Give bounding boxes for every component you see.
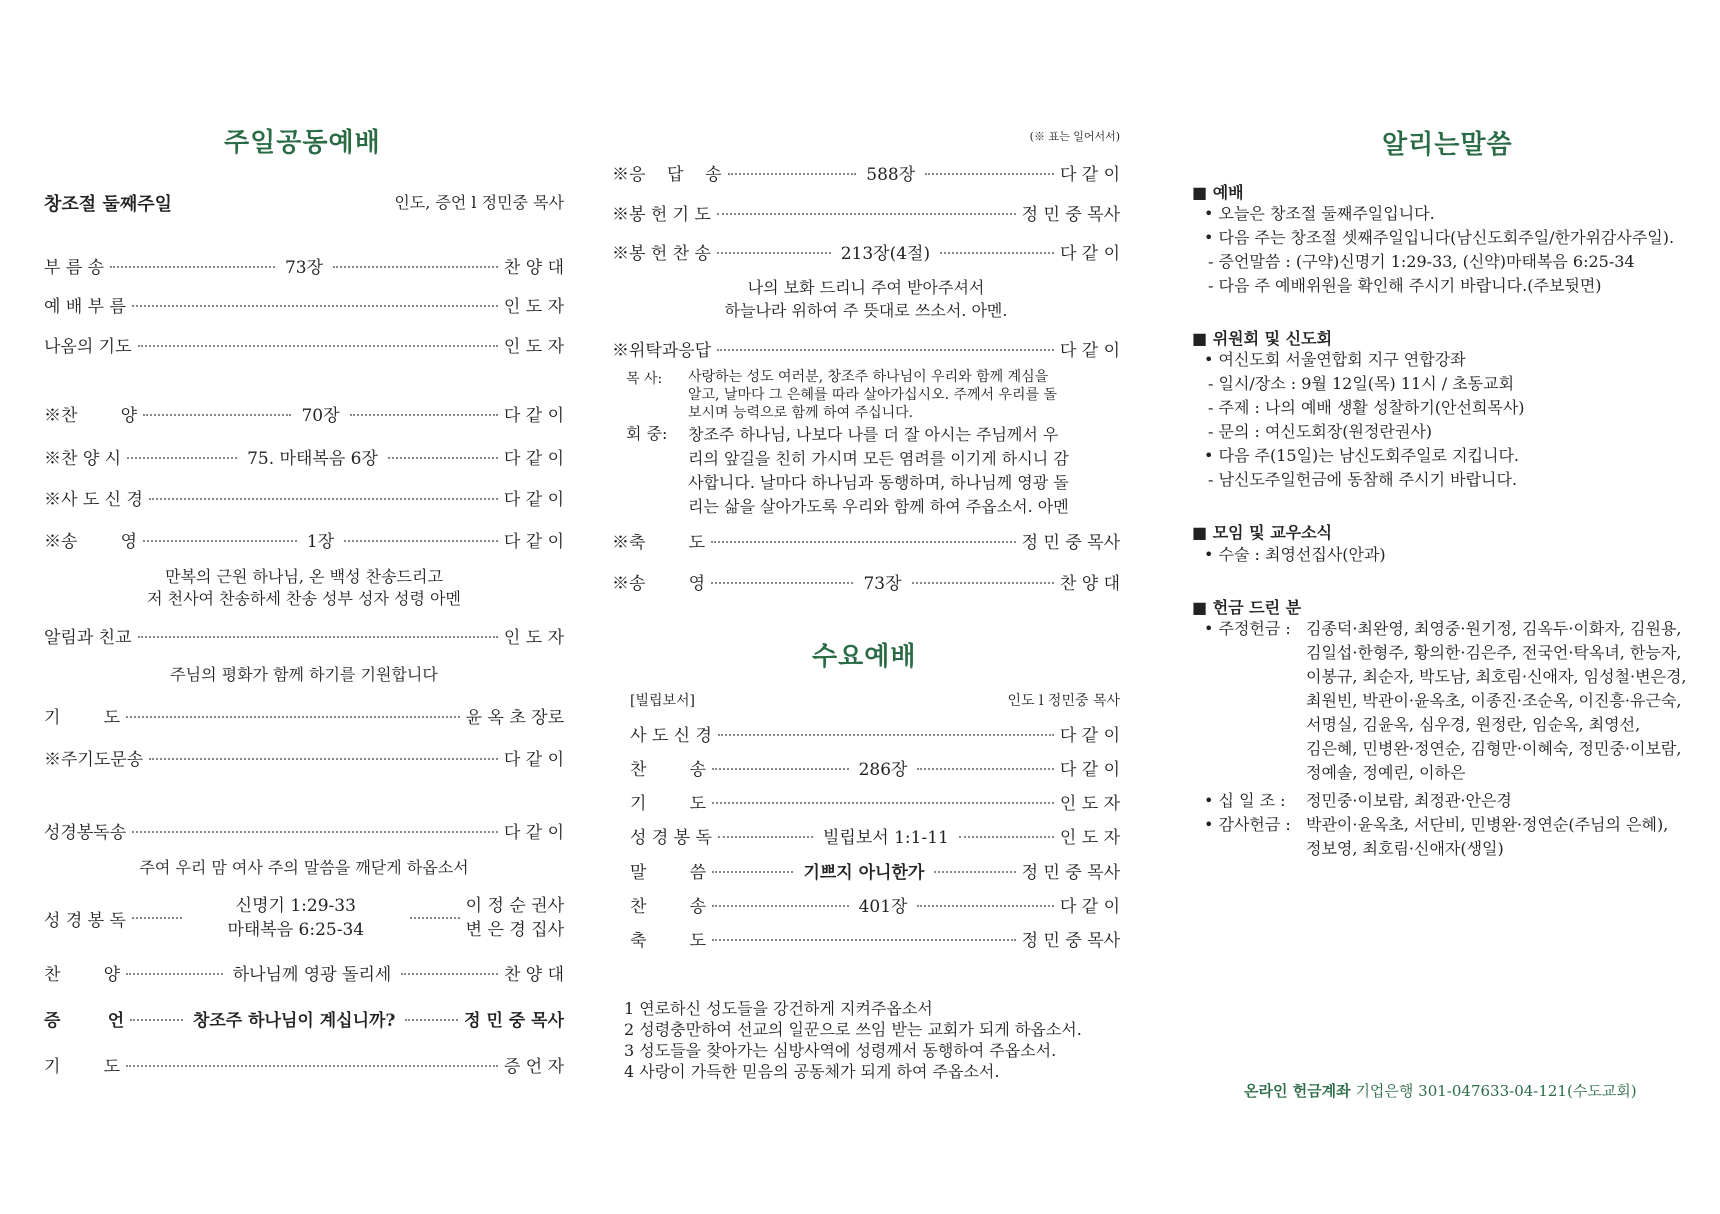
row-leader: 윤 옥 초 장로 [465, 707, 564, 728]
row-label: 증 언 [44, 1010, 125, 1031]
notice-subitem: - 일시/장소 : 9월 12일(목) 11시 / 초동교회 [1208, 374, 1515, 393]
order-row [44, 482, 564, 512]
order-row [44, 329, 564, 359]
row-leader: 다 같 이 [1059, 340, 1120, 361]
sunday-subtitle: 창조절 둘째주일 [44, 194, 172, 215]
row-label: 기 도 [44, 707, 121, 728]
prayer-item: 3 성도들을 찾아가는 심방사역에 성령께서 동행하여 주옵소서. [624, 1041, 1057, 1060]
offering-line: 하늘나라 위하여 주 뜻대로 쓰소서. 아멘. [724, 301, 1008, 320]
scripture-prayer: 주여 우리 맘 여사 주의 말씀을 깨닫게 하옵소서 [139, 858, 469, 877]
row-label: ※응 답 송 [612, 164, 722, 185]
announcements-title: 알리는말씀 [1382, 130, 1513, 160]
order-row [630, 718, 1120, 748]
order-row [44, 398, 564, 428]
row-leader: 다 같 이 [1059, 243, 1121, 264]
row-detail: 286장 [858, 759, 908, 780]
row-detail: 75. 마태복음 6장 [247, 448, 378, 469]
order-row [44, 1049, 564, 1079]
account-label: 온라인 헌금계좌 [1244, 1082, 1351, 1100]
row-leader: 인 도 자 [503, 336, 564, 357]
reading-texts: 신명기 1:29-33 마태복음 6:25-34 [227, 896, 365, 940]
cong-label: 회 중: [626, 424, 668, 443]
account-number: 기업은행 301-047633-04-121(수도교회) [1355, 1082, 1637, 1100]
row-leader: 다 같 이 [503, 531, 564, 552]
row-label: 성 경 봉 독 [44, 910, 126, 931]
thanks-names: 박관이·윤옥초, 서단비, 민병완·정연순(주님의 은혜), 정보영, 최호림·신애자(생일) [1306, 815, 1669, 858]
row-leader: 인 도 자 [1059, 827, 1120, 848]
peace-line: 주님의 평화가 함께 하기를 기원합니다 [170, 665, 438, 684]
row-label: 성 경 봉 독 [630, 827, 712, 848]
order-row [630, 820, 1120, 850]
notice-subitem: - 다음 주 예배위원을 확인해 주시기 바랍니다.(주보뒷면) [1208, 276, 1602, 295]
row-leader: 정 민 중 목사 [1021, 862, 1120, 883]
row-detail: 73장 [863, 573, 902, 594]
row-leader: 다 같 이 [503, 448, 564, 469]
row-detail: 70장 [301, 405, 340, 426]
prayer-item: 4 사랑이 가득한 믿음의 공동체가 되게 하여 주옵소서. [624, 1062, 1000, 1081]
offering-label: • 감사헌금 : [1204, 815, 1291, 834]
offering-label: • 주정헌금 : [1204, 619, 1291, 638]
row-leader: 다 같 이 [503, 822, 564, 843]
row-leader: 정 민 중 목사 [1021, 204, 1120, 225]
notice-subitem: - 문의 : 여신도회장(원정란권사) [1208, 422, 1433, 441]
sermon-title: 창조주 하나님이 계십니까? [192, 1010, 396, 1031]
row-detail: 1장 [306, 531, 335, 552]
row-label: ※축 도 [612, 532, 706, 553]
row-leader: 인 도 자 [1059, 793, 1120, 814]
row-label: 사 도 신 경 [630, 725, 712, 746]
order-row [44, 742, 564, 772]
row-label: ※찬 양 시 [44, 448, 122, 469]
order-row [612, 197, 1120, 227]
order-row [44, 1003, 564, 1033]
order-row [44, 441, 564, 471]
order-row [44, 815, 564, 845]
row-label: 찬 송 [630, 759, 707, 780]
weekly-offering-names: 김종덕·최완영, 최영중·원기정, 김옥두·이화자, 김원용, 김일섭·한형주, 황의한·김은주, 전국언·탁옥녀, 한능자, 이봉규, 최순자, 박도남, 최호림·신애자, 임성철·변은경, 최원빈, 박관이·윤옥초, 이종진·조순옥, 이진흥·유근숙, 서명실, 김윤옥, 심우경, 원정란, 임순옥, 최영선, 김은혜, 민병완·정연순, 김형만·이혜숙, 정민중·이보람, 정예솔, 정예린, 이하은 [1306, 619, 1687, 782]
row-leader: 인 도 자 [503, 627, 564, 648]
order-row [612, 333, 1120, 363]
order-row [612, 566, 1120, 596]
cong-text: 창조주 하나님, 나보다 나를 더 잘 아시는 주님께서 우 리의 앞길을 친히 가시며 모든 염려를 이기게 하시니 감 사합니다. 날마다 하나님과 동행하며, 하나님께 영광 돌 리는 삶을 살아가도록 우리와 함께 하여 주옵소서. 아멘 [688, 425, 1069, 516]
row-detail: 73장 [284, 257, 324, 278]
wednesday-title: 수요예배 [812, 642, 917, 672]
wednesday-leader: 인도 l 정민중 목사 [1007, 693, 1120, 709]
row-label: 찬 송 [630, 896, 707, 917]
wednesday-book: [빌립보서] [630, 693, 696, 709]
standing-note: (※ 표는 일어서서) [1029, 130, 1120, 143]
notice-item: • 다음 주(15일)는 남신도회주일로 지킵니다. [1204, 446, 1520, 465]
order-row [612, 157, 1120, 187]
row-detail: 401장 [858, 896, 908, 917]
tithe-names: 정민중·이보람, 최정관·안은경 [1306, 791, 1512, 810]
row-leader: 다 같 이 [503, 405, 564, 426]
row-leader: 다 같 이 [1059, 725, 1120, 746]
row-label: 성경봉독송 [44, 822, 127, 843]
order-row [630, 855, 1120, 885]
notice-item: • 오늘은 창조절 둘째주일입니다. [1204, 204, 1435, 223]
row-leader: 정 민 중 목사 [464, 1010, 564, 1031]
row-label: ※위탁과응답 [612, 340, 712, 361]
row-label: 예 배 부 름 [44, 296, 126, 317]
offering-label: • 십 일 조 : [1204, 791, 1286, 810]
notice-item: • 수술 : 최영선집사(안과) [1204, 545, 1386, 564]
row-detail: 빌립보서 1:1-11 [823, 827, 949, 848]
row-leader: 다 같 이 [503, 489, 564, 510]
row-leader: 증 언 자 [503, 1056, 564, 1077]
row-detail: 213장(4절) [840, 243, 931, 264]
offering-line: 나의 보화 드리니 주여 받아주셔서 [747, 278, 985, 297]
row-label: ※주기도문송 [44, 749, 144, 770]
reading-readers: 이 정 순 권사 변 은 경 집사 [465, 896, 564, 940]
row-label: 나옴의 기도 [44, 336, 132, 357]
sunday-leader: 인도, 증언 l 정민중 목사 [394, 193, 564, 212]
prayer-item: 2 성령충만하여 선교의 일꾼으로 쓰임 받는 교회가 되게 하옵소서. [624, 1020, 1082, 1039]
row-label: 축 도 [630, 930, 707, 951]
order-row [630, 786, 1120, 816]
notice-subitem: - 증언말씀 : (구약)신명기 1:29-33, (신약)마태복음 6:25-34 [1208, 252, 1635, 271]
order-row [630, 752, 1120, 782]
row-leader: 다 같 이 [503, 749, 564, 770]
section-worship-heading: ■ 예배 [1192, 183, 1244, 202]
prayer-list [624, 998, 1082, 1082]
row-label: 말 씀 [630, 862, 707, 883]
row-leader: 인 도 자 [503, 296, 564, 317]
row-leader: 다 같 이 [1059, 164, 1121, 185]
row-detail: 588장 [866, 164, 916, 185]
reading-row [44, 890, 564, 946]
row-detail: 하나님께 영광 돌리세 [232, 964, 392, 985]
order-row [44, 957, 564, 987]
notice-item: • 다음 주는 창조절 셋째주일입니다(남신도회주일/한가위감사주일). [1204, 228, 1675, 247]
pastor-label: 목 사: [626, 371, 663, 387]
row-label: ※봉 헌 찬 송 [612, 243, 711, 264]
doxology-line: 저 천사여 찬송하세 찬송 성부 성자 성령 아멘 [147, 589, 461, 608]
sunday-title: 주일공동예배 [224, 128, 381, 158]
sermon-title: 기쁘지 아니한가 [803, 862, 925, 883]
order-row [44, 700, 564, 730]
row-leader: 찬 양 대 [503, 964, 565, 985]
row-label: 알림과 친교 [44, 627, 132, 648]
notice-item: • 여신도회 서울연합회 지구 연합강좌 [1204, 350, 1466, 369]
pastor-text: 사랑하는 성도 여러분, 창조주 하나님이 우리와 함께 계심을 알고, 날마다 그 은혜를 따라 살아가십시오. 주께서 우리를 돌 보시며 능력으로 함께 하여 주십니다. [688, 369, 1058, 421]
order-row [44, 289, 564, 319]
order-row [612, 525, 1120, 555]
row-label: ※송 영 [44, 531, 138, 552]
row-label: 기 도 [44, 1056, 121, 1077]
order-row [612, 236, 1120, 266]
order-row [630, 889, 1120, 919]
row-leader: 찬 양 대 [503, 257, 564, 278]
row-leader: 정 민 중 목사 [1021, 532, 1120, 553]
doxology-line: 만복의 근원 하나님, 온 백성 찬송드리고 [165, 567, 443, 586]
order-row [44, 250, 564, 280]
row-label: ※봉 헌 기 도 [612, 204, 711, 225]
row-leader: 다 같 이 [1059, 896, 1120, 917]
row-label: 부 름 송 [44, 257, 105, 278]
online-account [1244, 1080, 1637, 1101]
section-committee-heading: ■ 위원회 및 신도회 [1192, 329, 1333, 348]
section-news-heading: ■ 모임 및 교우소식 [1192, 523, 1333, 542]
order-row [44, 620, 564, 650]
notice-subitem: - 남신도주일헌금에 동참해 주시기 바랍니다. [1208, 470, 1518, 489]
row-label: 기 도 [630, 793, 707, 814]
row-label: 찬 양 [44, 964, 121, 985]
row-leader: 다 같 이 [1059, 759, 1120, 780]
order-row [630, 923, 1120, 953]
section-offering-heading: ■ 헌금 드린 분 [1192, 598, 1302, 617]
row-leader: 정 민 중 목사 [1021, 930, 1120, 951]
order-row [44, 524, 564, 554]
notice-subitem: - 주제 : 나의 예배 생활 성찰하기(안선희목사) [1208, 398, 1525, 417]
row-label: ※찬 양 [44, 405, 138, 426]
row-label: ※사 도 신 경 [44, 489, 143, 510]
prayer-item: 1 연로하신 성도들을 강건하게 지켜주옵소서 [624, 999, 933, 1018]
row-label: ※송 영 [612, 573, 706, 594]
row-leader: 찬 양 대 [1059, 573, 1120, 594]
